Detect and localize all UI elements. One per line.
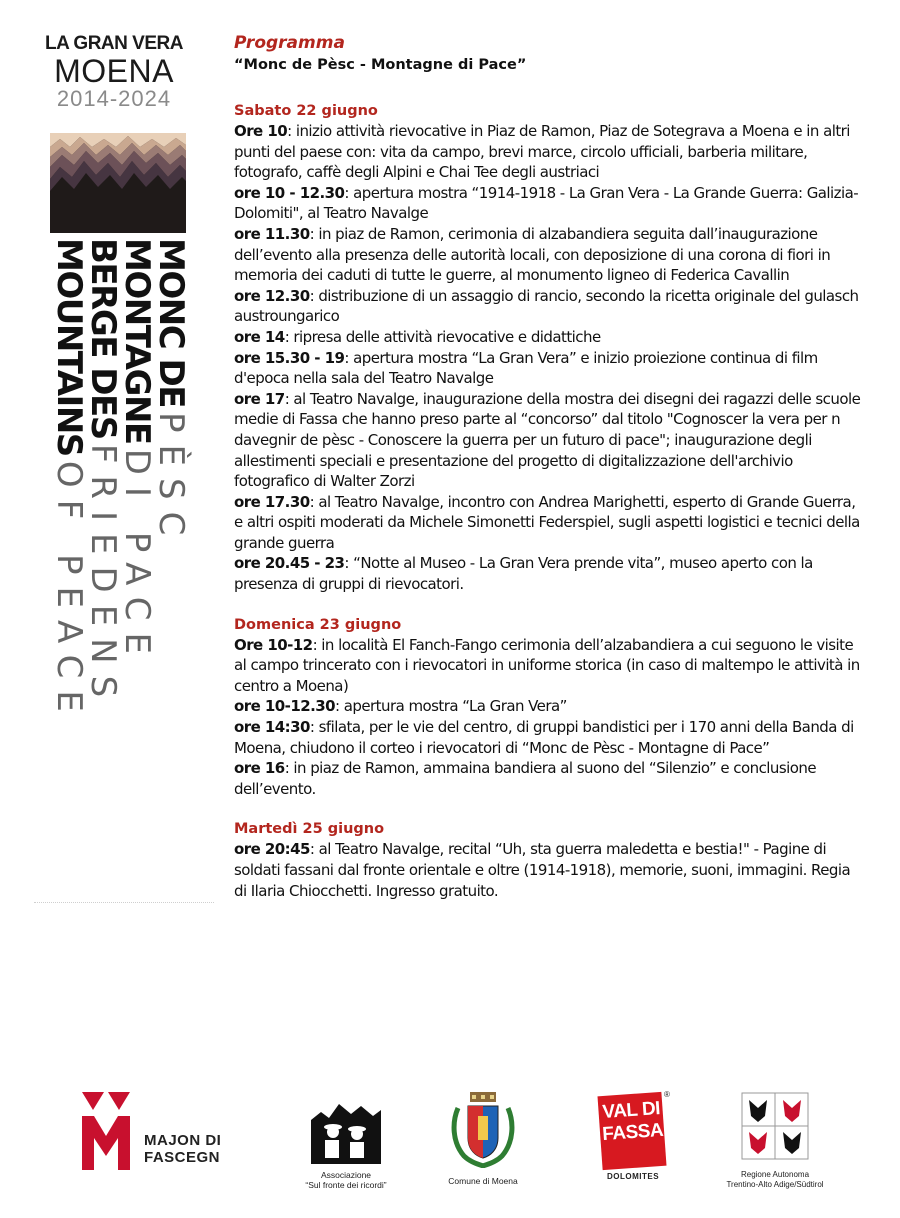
day-title: Domenica 23 giugno bbox=[234, 616, 402, 633]
vertical-title-4 bbox=[49, 238, 89, 878]
entry-text: : in località El Fanch-Fango cerimonia dell’alzabandiera a cui seguono le visite al campo trincerato con i rievocatori in uniforme storica (in caso di maltempo le attività in centro a Moena) bbox=[234, 635, 860, 695]
day-title: Sabato 22 giugno bbox=[234, 103, 378, 119]
coat-of-arms-icon bbox=[450, 1092, 516, 1168]
entry-time: ore 15.30 - 19 bbox=[234, 348, 345, 367]
mountains-graphic bbox=[50, 133, 186, 233]
entry-text: : in piaz de Ramon, ammaina bandiera al suono del “Silenzio” e conclusione dell’evento. bbox=[234, 759, 817, 798]
entry-text: : “Notte al Museo - La Gran Vera prende vita”, museo aperto con la presenza di gruppi di rievocatori. bbox=[234, 554, 813, 594]
vertical-title-4-thin: OF PEACE bbox=[49, 460, 89, 724]
brand-logo bbox=[38, 34, 190, 111]
entry-time: Ore 10-12 bbox=[234, 635, 313, 654]
vertical-title-1-thin: PÈSC bbox=[151, 412, 191, 548]
regional-coat-of-arms-icon bbox=[741, 1092, 809, 1164]
schedule-entry bbox=[234, 839, 864, 901]
vertical-title-4-bold: MOUNTAINS bbox=[49, 238, 89, 456]
schedule-entry bbox=[234, 389, 864, 492]
entry-text: : apertura mostra “La Gran Vera” e inizio proiezione continua di film d'epoca nella sala del Teatro Navalge bbox=[234, 348, 818, 388]
entry-text: : in piaz de Ramon, cerimonia di alzabandiera seguita dall’inaugurazione dell’evento alla presenza delle autorità locali, con deposizione di una corona di fiori in memoria dei caduti di tutte le guerre, al monumento ligneo di Federica Cavallin bbox=[234, 224, 831, 285]
regione-logo bbox=[720, 1092, 830, 1192]
majon-di-fascegn-logo bbox=[82, 1092, 252, 1172]
entry-text: : sfilata, per le vie del centro, di gruppi bandistici per i 170 anni della Banda di Moena, chiudono il corteo i rievocatori di “Monc de Pèsc - Montagne di Pace” bbox=[234, 718, 854, 757]
brand-line2: MOENA bbox=[54, 53, 174, 89]
entry-text: : ripresa delle attività rievocative e didattiche bbox=[284, 327, 601, 346]
schedule-entry bbox=[234, 553, 864, 594]
entry-time: ore 16 bbox=[234, 759, 285, 778]
valdifassa-line2: FASSA bbox=[601, 1119, 664, 1146]
entry-text: : al Teatro Navalge, recital “Uh, sta guerra maledetta e bestia!" - Pagine di soldati fassani dal fronte orientale e oltre (1914-1918), memorie, suoni, immagini. Regia di Ilaria Chiocchetti. Ingresso gratuito. bbox=[234, 840, 851, 900]
regione-line1: Regione Autonoma bbox=[740, 1170, 810, 1179]
schedule-entry bbox=[234, 717, 864, 758]
registered-mark: ® bbox=[664, 1090, 670, 1099]
schedule-entry bbox=[234, 121, 864, 183]
day-title: Martedì 25 giugno bbox=[234, 821, 385, 838]
vertical-title-3-bold: BERGE DES bbox=[83, 238, 123, 439]
day-section-3 bbox=[234, 819, 864, 901]
vertical-title-2-bold: MONTAGNE bbox=[117, 238, 157, 444]
entry-time: ore 20:45 bbox=[234, 840, 310, 859]
entry-time: ore 14:30 bbox=[234, 718, 310, 737]
entry-time: ore 17 bbox=[234, 389, 285, 408]
entry-text: : distribuzione di un assaggio di rancio, secondo la ricetta originale del gulasch austroungarico bbox=[234, 286, 859, 326]
soldiers-icon bbox=[311, 1092, 381, 1164]
schedule-entry bbox=[234, 348, 864, 389]
regione-line2: Trentino-Alto Adige/Südtirol bbox=[726, 1180, 824, 1189]
schedule-entry bbox=[234, 183, 864, 224]
associazione-line1: Associazione bbox=[320, 1170, 372, 1180]
majon-m-icon bbox=[82, 1092, 132, 1170]
entry-time: Ore 10 bbox=[234, 122, 288, 140]
vertical-title-3 bbox=[83, 238, 123, 878]
schedule-entry bbox=[234, 492, 864, 554]
entry-time: ore 11.30 bbox=[234, 224, 310, 243]
vertical-title-3-thin: FRIEDENS bbox=[83, 443, 123, 710]
associazione-logo bbox=[290, 1092, 402, 1192]
schedule-entry bbox=[234, 224, 864, 286]
entry-text: : apertura mostra “La Gran Vera” bbox=[335, 697, 567, 716]
entry-time: ore 17.30 bbox=[234, 492, 310, 511]
valdifassa-line1: VAL DI bbox=[601, 1098, 661, 1124]
day-section-2 bbox=[234, 615, 864, 800]
entry-time: ore 14 bbox=[234, 327, 285, 346]
brand-line1: LA GRAN VERA bbox=[45, 33, 183, 54]
entry-time: ore 10-12.30 bbox=[234, 697, 336, 716]
valdifassa-caption: DOLOMITES bbox=[606, 1172, 660, 1181]
majon-line1: MAJON DI bbox=[144, 1132, 222, 1149]
moena-caption: Comune di Moena bbox=[448, 1176, 518, 1186]
entry-time: ore 10 - 12.30 bbox=[234, 183, 345, 202]
val-di-fassa-logo bbox=[596, 1092, 676, 1182]
program bbox=[234, 32, 864, 901]
entry-text: : al Teatro Navalge, inaugurazione della mostra dei disegni dei ragazzi delle scuole medie di Fassa che hanno preso parte al “concorso” dal titolo "Cognoscer la vera per n davegnir de pèsc - Conoscere la guerra per un futuro di pace"; inaugurazione degli allestimenti speciali e presentazione del progetto di digitalizzazione dell'archivio fotografico di Walter Zorzi bbox=[234, 389, 861, 491]
schedule-entry bbox=[234, 635, 864, 697]
entry-text: : inizio attività rievocative in Piaz de Ramon, Piaz de Sotegrava a Moena e in altri punti del paese con: vita da campo, brevi marce, circolo ufficiali, barberia militare, fotografo, caffè degli Alpini e Chai Tee degli austriaci bbox=[234, 122, 850, 182]
schedule-entry bbox=[234, 327, 864, 348]
divider bbox=[34, 902, 214, 903]
schedule-entry bbox=[234, 696, 864, 717]
vertical-title-2-thin: DI PACE bbox=[117, 448, 157, 666]
vertical-title-2 bbox=[117, 238, 157, 878]
schedule-entry bbox=[234, 758, 864, 799]
associazione-line2: “Sul fronte dei ricordi” bbox=[305, 1180, 387, 1190]
comune-di-moena-logo bbox=[438, 1092, 528, 1192]
vertical-title-1 bbox=[151, 238, 191, 878]
entry-text: : al Teatro Navalge, incontro con Andrea Marighetti, esperto di Grande Guerra, e altri ospiti moderati da Michele Simonetti Federspiel, sugli aspetti logistici e tecnici della grande guerra bbox=[234, 492, 860, 552]
day-section-1 bbox=[234, 101, 864, 595]
program-heading: Programma bbox=[234, 33, 345, 53]
vertical-title-1-bold: MONC DE bbox=[151, 238, 191, 407]
brand-years: 2014-2024 bbox=[56, 86, 172, 111]
program-subtitle: “Monc de Pèsc - Montagne di Pace” bbox=[234, 57, 527, 73]
schedule-entry bbox=[234, 286, 864, 327]
entry-time: ore 20.45 - 23 bbox=[234, 554, 345, 573]
majon-line2: FASCEGN bbox=[144, 1149, 221, 1166]
entry-text: : apertura mostra “1914-1918 - La Gran Vera - La Grande Guerra: Galizia-Dolomiti", al Teatro Navalge bbox=[234, 183, 859, 223]
entry-time: ore 12.30 bbox=[234, 286, 310, 305]
